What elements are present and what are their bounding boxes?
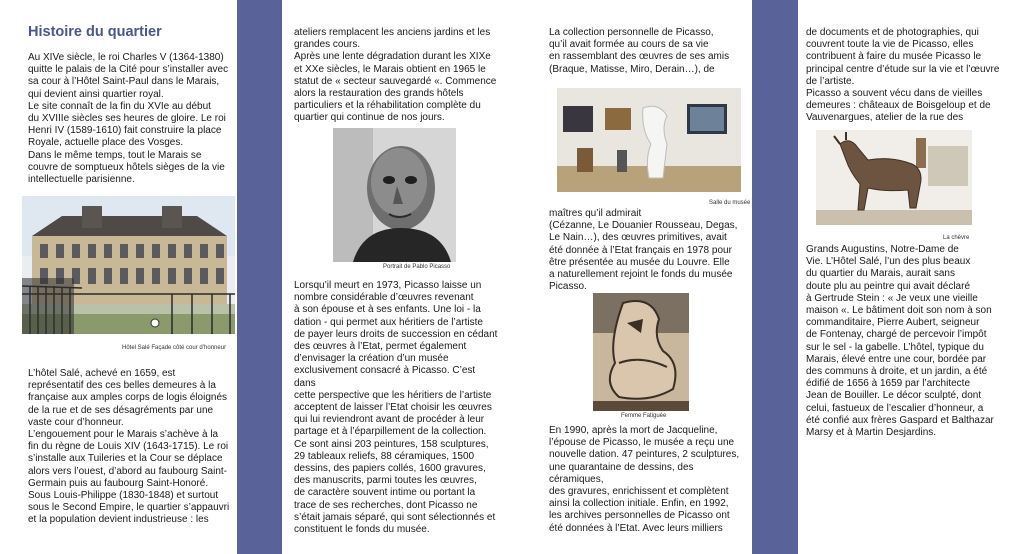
text-line: Grands Augustins, Notre-Dame de: [806, 244, 959, 255]
text-line: (Cézanne, Le Douanier Rousseau, Degas,: [549, 220, 738, 232]
text-line: couvrent toute la vie de Picasso, elles: [806, 39, 974, 51]
text-line: quartier qui continue de nos jours.: [294, 112, 445, 124]
text-line: fin du règne de Louis XIV (1643-1715). Le roi: [28, 441, 229, 453]
col1-bottom-text: [28, 368, 236, 527]
text-line: acceptent de laisser l’Etat choisir les œuvres: [294, 402, 492, 414]
text-line: édifié de 1656 à 1659 par l’architecte: [806, 378, 971, 390]
text-line: En 1990, après la mort de Jacqueline,: [549, 425, 718, 436]
text-line: partage et à l’éparpillement de la collection.: [294, 426, 487, 438]
text-line: et XXe siècles, le Marais obtient en 1965 le: [294, 63, 486, 75]
text-line: à Gertrude Stein : « Je veux une vieille: [806, 292, 978, 304]
text-line: sous le Second Empire, le quartier s’appauvri: [28, 502, 230, 514]
text-line: Au XIVe siècle, le roi Charles V (1364-1380): [28, 52, 224, 63]
col2-top-text: [294, 27, 499, 125]
text-line: Lorsqu’il meurt en 1973, Picasso laisse un: [294, 280, 482, 291]
text-line: nouvelle dation. 47 peintures, 2 sculptures,: [549, 449, 740, 461]
text-line: sa cour à l’Hôtel Saint-Paul dans le Marais,: [28, 76, 220, 88]
hotel-sale-caption: Hôtel Salé Façade côté cour d’honneur: [122, 345, 227, 351]
col4-bottom-text: [806, 244, 1016, 439]
text-line: L’engouement pour le Marais s’achève à la: [28, 429, 219, 441]
text-line: contribuent à faire du musée Picasso le: [806, 51, 982, 63]
text-line: française aux amples corps de logis éloignés: [28, 392, 227, 404]
text-line: intellectuelle parisienne.: [28, 174, 135, 186]
text-line: dessins, des papiers collés, 1600 gravures,: [294, 463, 486, 475]
text-line: en rassemblant des œuvres de ses amis: [549, 51, 730, 63]
text-line: Le site connaît de la fin du XVIe au début: [28, 100, 211, 112]
text-line: vaste cour d’honneur.: [28, 416, 124, 428]
text-line: Marais, élevé entre une cour, bordée par: [806, 353, 987, 365]
text-line: Sous Louis-Philippe (1830-1848) et surtout: [28, 490, 219, 502]
text-line: ainsi la collection initiale. Enfin, en 1992,: [549, 498, 729, 510]
text-line: d’envisager la création d’un musée: [294, 353, 449, 365]
text-line: Vauvenargues, atelier de la rue des: [806, 112, 964, 124]
text-line: s’était jamais séparé, qui sont sélectionnés et: [294, 511, 496, 523]
text-line: nombre considérable d’œuvres revenant: [294, 292, 474, 304]
right-blue-band: [752, 0, 798, 554]
text-line: Marsy et à Martin Desjardins.: [806, 427, 937, 439]
picasso-portrait-photo: [333, 128, 456, 262]
text-line: celui, fastueux de l’escalier d’honneur, a: [806, 402, 984, 414]
col3-top-text: [549, 27, 749, 76]
text-line: l’épouse de Picasso, le musée a reçu une: [549, 437, 735, 449]
text-line: de l’artiste.: [806, 75, 855, 87]
text-line: Le Nain…), des œuvres primitives, avait: [549, 232, 727, 244]
text-line: représentatif des ces belles demeures à la: [28, 380, 216, 392]
text-line: des manuscrits, parmi toutes les œuvres,: [294, 475, 477, 487]
col2-bottom-text: [294, 280, 499, 536]
text-line: et la population devient industrieuse : les: [28, 514, 209, 526]
col3-bottom-text: [549, 425, 749, 535]
text-line: couvre de somptueux hôtels sièges de la vie: [28, 161, 225, 173]
picasso-portrait-caption: Portrait de Pablo Picasso: [383, 264, 451, 270]
museum-room-photo: [557, 88, 741, 192]
text-line: Royale, actuelle place des Vosges.: [28, 137, 184, 149]
text-line: du quartier du Marais, aurait sans: [806, 268, 955, 280]
text-line: principal centre d’étude sur la vie et l’œuvre: [806, 63, 1000, 75]
text-line: doute plu au peintre qui avait déclaré: [806, 280, 971, 292]
text-line: Jean de Bouiller. Le décor sculpté, dont: [806, 390, 982, 402]
text-line: des gravures, enrichissent et complètent: [549, 486, 729, 498]
text-line: Germain puis au faubourg Saint-Honoré.: [28, 477, 209, 489]
text-line: Picasso a souvent vécu dans de vieilles: [806, 88, 983, 100]
text-line: de Fontenay, chargé de percevoir l’impôt: [806, 329, 987, 341]
la-chevre-caption: La chèvre: [943, 235, 970, 241]
femme-fatiguee-painting: [593, 293, 689, 411]
text-line: de payer leurs droits de succession en cédant: [294, 328, 498, 340]
museum-room-caption: Salle du musée: [709, 200, 751, 206]
hotel-sale-photo: [22, 196, 235, 334]
text-line: Après une lente dégradation durant les XIXe: [294, 51, 491, 63]
text-line: a naturellement rejoint le fonds du musée: [549, 269, 733, 281]
text-line: de caractère souvent intime ou portant la: [294, 487, 476, 499]
text-line: L’hôtel Salé, achevé en 1659, est: [28, 368, 176, 379]
text-line: quitte le palais de la Cité pour s’installer avec: [28, 64, 229, 76]
text-line: été donnée à l’Etat français en 1978 pour: [549, 244, 732, 256]
text-line: de la rue et de ses désagréments par une: [28, 404, 214, 416]
text-line: (Braque, Matisse, Miro, Derain…), de: [549, 63, 715, 75]
text-line: exclusivement consacré à Picasso. C’est dans: [294, 365, 476, 389]
text-line: qui devient ainsi quartier royal.: [28, 88, 164, 100]
col3-middle-text: [549, 208, 749, 293]
text-line: 29 tableaux reliefs, 88 céramiques, 1500: [294, 450, 475, 462]
text-line: qui lui reviendront avant de procéder à leur: [294, 414, 485, 426]
femme-fatiguee-caption: Femme Fatiguée: [621, 413, 667, 419]
text-line: les archives personnelles de Picasso ont: [549, 510, 730, 522]
text-line: une quarantaine de dessins, des céramiques,: [549, 461, 694, 485]
text-line: grandes cours.: [294, 39, 361, 51]
text-line: dation - qui permet aux héritiers de l’artiste: [294, 316, 483, 328]
text-line: du XVIIIe siècles ses heures de gloire. Le roi: [28, 113, 226, 125]
text-line: Henri IV (1589-1610) fait construire la place: [28, 125, 222, 137]
text-line: s’installe aux Tuileries et la Cour se déplace: [28, 453, 223, 465]
text-line: maîtres qu’il admirait: [549, 208, 642, 219]
text-line: qu’il avait formée au cours de sa vie: [549, 39, 709, 51]
text-line: été données à l’Etat. Avec leurs milliers: [549, 522, 723, 534]
text-line: alors la restauration des grands hôtels: [294, 88, 464, 100]
text-line: statut de « secteur sauvegardé «. Commence: [294, 75, 497, 87]
text-line: Vie. L’Hôtel Salé, l’un des plus beaux: [806, 256, 971, 268]
text-line: trace de ses recherches, dont Picasso ne: [294, 499, 478, 511]
left-blue-band: [237, 0, 282, 554]
text-line: cette perspective que les héritiers de l’artiste: [294, 389, 492, 401]
text-line: La collection personnelle de Picasso,: [549, 27, 714, 38]
la-chevre-photo: [816, 130, 972, 225]
text-line: à son épouse et à ses enfants. Une loi - la: [294, 304, 481, 316]
col4-top-text: [806, 27, 1016, 125]
text-line: des communs à droite, et un jardin, a été: [806, 366, 988, 378]
text-line: être présentée au musée du Louvre. Elle: [549, 256, 730, 268]
text-line: des œuvres à l’Etat, permet également: [294, 341, 467, 353]
col1-top-text: [28, 52, 233, 186]
text-line: été confié aux frères Gaspard et Balthazar: [806, 414, 994, 426]
text-line: particuliers et la réhabilitation complète du: [294, 100, 481, 112]
text-line: sur le sel - la gabelle. L’hôtel, typique du: [806, 341, 984, 353]
text-line: ateliers remplacent les anciens jardins et les: [294, 27, 491, 38]
text-line: de documents et de photographies, qui: [806, 27, 979, 38]
text-line: Picasso.: [549, 281, 587, 293]
page-title: Histoire du quartier: [28, 24, 162, 40]
text-line: commanditaire, Pierre Aubert, seigneur: [806, 317, 980, 329]
text-line: Dans le même temps, tout le Marais se: [28, 149, 202, 161]
text-line: constituent le fonds du musée.: [294, 524, 430, 536]
text-line: Ce sont ainsi 203 peintures, 158 sculptures,: [294, 438, 489, 450]
text-line: demeures : châteaux de Boisgeloup et de: [806, 100, 991, 112]
text-line: maison «. Le bâtiment doit son nom à son: [806, 305, 992, 317]
text-line: alors vers l’ouest, d’abord au faubourg Saint-: [28, 465, 228, 477]
